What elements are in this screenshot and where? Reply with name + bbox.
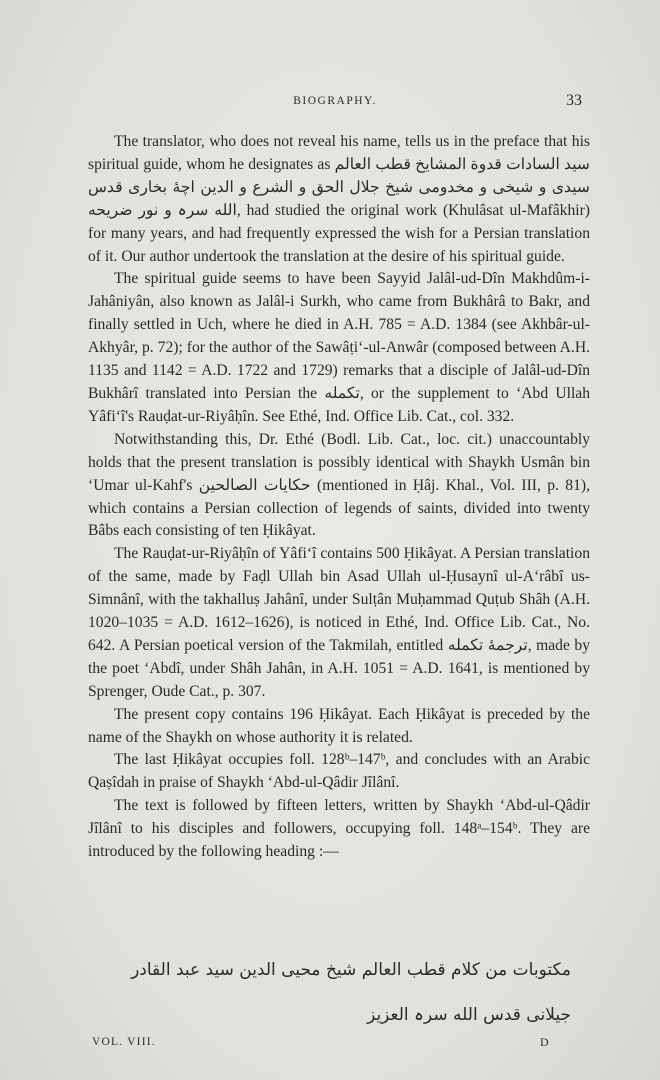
paragraph-1: The translator, who does not reveal his name, tells us in the preface that his spiritual guide, whom he designates as سید السادات قدوة المشایخ قطب العالم سیدی و شیخی و مخدومی شیخ جلال الحق و الشرع و الدین اچهٔ بخاری قدس الله سرہ و نور ضریحه, had studied the original work (Khulâsat ul-Mafâkhir) for many years, and had frequently expressed the wish for a Persian translation of it. Our author undertook the translation at the desire of his spiritual guide.	[88, 133, 590, 265]
page-number: 33	[566, 92, 582, 109]
paragraph-7: The text is followed by fifteen letters, written by Shaykh ʻAbd-ul-Qâdir Jîlânî to his disciples and followers, occupying foll. 148ᵃ–154ᵇ. They are introduced by the following heading :—	[88, 797, 590, 861]
arabic-heading-line-2: جیلانی قدس الله سرہ العزیز	[367, 1005, 571, 1025]
paragraph-3: Notwithstanding this, Dr. Ethé (Bodl. Lib. Cat., loc. cit.) unaccountably holds that the present translation is possibly identical with Shaykh Usmân bin ʻUmar ul-Kahf's حکایات الصالحین (mentioned in Ḥâj. Khal., Vol. III, p. 81), which contains a Persian collection of legends of saints, divided into twenty Bâbs each consisting of ten Ḥikâyat.	[88, 430, 590, 540]
paragraph-5: The present copy contains 196 Ḥikâyat. Each Ḥikâyat is preceded by the name of the Shaykh on whose authority it is related.	[88, 705, 590, 746]
page-header	[88, 92, 582, 114]
running-head: BIOGRAPHY.	[293, 95, 377, 107]
volume-signature: VOL. VIII.	[92, 1036, 156, 1048]
paragraph-6: The last Ḥikâyat occupies foll. 128ᵇ–147ᵇ, and concludes with an Arabic Qaṣîdah in praise of Shaykh ʻAbd-ul-Qâdir Jîlânî.	[88, 751, 590, 792]
gathering-signature: D	[540, 1035, 549, 1049]
body-text	[88, 131, 590, 864]
paragraph-4: The Rauḍat-ur-Riyâḥîn of Yâfiʻî contains 500 Ḥikâyat. A Persian translation of the same, made by Faḍl Ullah bin Asad Ullah ul-Ḥusaynî ul-Aʻrâbî us-Simnânî, with the takhalluṣ Jahânî, under Sulṭân Muḥammad Quṭub Shâh (A.H. 1020–1035 = A.D. 1612–1626), is noticed in Ethé, Ind. Office Lib. Cat., No. 642. A Persian poetical version of the Takmilah, entitled ترجمهٔ تکمله, made by the poet ʻAbdî, under Shâh Jahân, in A.H. 1051 = A.D. 1641, is mentioned by Sprenger, Oude Cat., p. 307.	[88, 545, 590, 700]
arabic-heading-line-1: مکتوبات من کلام قطب العالم شیخ محیی الدین سید عبد القادر	[131, 960, 571, 980]
paragraph-2: The spiritual guide seems to have been Sayyid Jalâl-ud-Dîn Makhdûm-i-Jahâniyân, also known as Jalâl-i Surkh, who came from Bukhârâ to Bakr, and finally settled in Uch, where he died in A.H. 785 = A.D. 1384 (see Akhbâr-ul-Akhyâr, p. 72); for the author of the Sawâṭiʻ-ul-Anwâr (composed between A.H. 1135 and 1142 = A.D. 1722 and 1729) remarks that a disciple of Jalâl-ud-Dîn Bukhârî translated into Persian the تکمله, or the supplement to ʻAbd Ullah Yâfiʻî's Rauḍat-ur-Riyâḥîn. See Ethé, Ind. Office Lib. Cat., col. 332.	[88, 270, 591, 425]
